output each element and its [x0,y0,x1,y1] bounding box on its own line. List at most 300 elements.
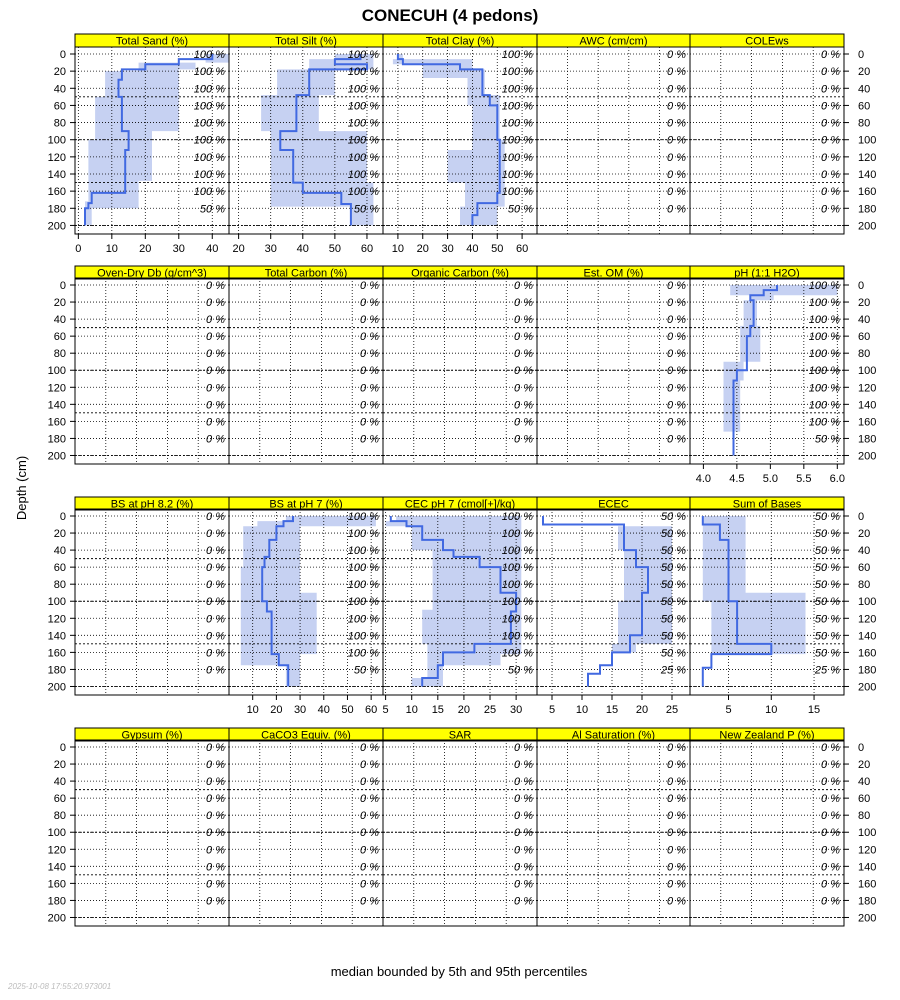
data-coverage-label: 100 % [193,169,225,181]
y-tick-label: 180 [47,203,66,216]
data-coverage-label: 0 % [206,331,225,344]
panel-strip-label: BS at pH 8.2 (%) [110,498,194,511]
data-coverage-label: 50 % [660,511,686,523]
panel-strip-label: Total Carbon (%) [264,267,348,280]
y-tick-label: 40 [858,83,871,96]
panel [229,266,383,464]
data-coverage-label: 0 % [821,878,840,891]
x-tick-label: 20 [635,704,649,716]
data-coverage-label: 100 % [347,511,379,523]
data-coverage-label: 0 % [821,827,840,840]
x-tick-label: 20 [416,243,429,255]
data-coverage-label: 50 % [507,203,533,216]
data-coverage-label: 0 % [821,759,840,772]
data-coverage-label: 0 % [360,433,379,446]
data-coverage-label: 100 % [808,382,840,395]
panel-strip-label: ECEC [598,498,629,511]
x-tick-label: 6.0 [829,473,845,485]
data-coverage-label: 100 % [501,647,533,660]
data-coverage-label: 100 % [193,186,225,199]
panel-strip-label: COLEws [745,35,789,48]
data-coverage-label: 0 % [821,134,840,147]
data-coverage-label: 100 % [808,280,840,292]
data-coverage-label: 0 % [514,365,533,378]
data-coverage-label: 0 % [821,100,840,113]
x-tick-label: 25 [483,704,497,716]
data-coverage-label: 100 % [347,100,379,113]
x-tick-label: 60 [515,243,529,255]
x-tick-label: 0 [75,243,82,255]
panel-strip-label: BS at pH 7 (%) [269,498,343,511]
data-coverage-label: 0 % [667,776,686,789]
data-coverage-label: 100 % [347,545,379,558]
panel [48,728,229,926]
data-coverage-label: 0 % [667,810,686,823]
x-tick-label: 40 [466,243,479,255]
data-coverage-label: 50 % [660,613,686,626]
y-tick-label: 40 [858,545,871,558]
data-coverage-label: 100 % [501,528,533,541]
y-tick-label: 80 [858,810,871,823]
y-tick-label: 80 [53,348,66,361]
y-tick-label: 60 [858,562,871,575]
y-tick-label: 160 [47,878,66,891]
data-coverage-label: 50 % [507,664,533,677]
y-tick-label: 180 [47,664,66,677]
y-tick-label: 140 [858,630,877,643]
panel-strip-label: Est. OM (%) [583,267,644,280]
x-tick-label: 50 [328,243,341,255]
y-tick-label: 60 [53,100,66,113]
panel-strip-label: Gypsum (%) [121,729,183,742]
y-tick-label: 120 [858,613,877,626]
y-tick-label: 60 [53,562,66,575]
panel [537,497,690,716]
x-tick-label: 5.5 [796,473,812,485]
data-coverage-label: 0 % [667,844,686,857]
y-tick-label: 40 [858,776,871,789]
data-coverage-label: 50 % [353,203,379,216]
y-tick-label: 140 [858,169,877,181]
data-coverage-label: 100 % [347,596,379,609]
y-tick-label: 160 [858,416,877,429]
panel-strip-label: Organic Carbon (%) [411,267,509,280]
data-coverage-label: 0 % [667,134,686,147]
data-coverage-label: 0 % [821,151,840,164]
data-coverage-label: 0 % [206,545,225,558]
y-tick-label: 200 [47,912,66,925]
data-coverage-label: 0 % [360,827,379,840]
x-tick-label: 40 [317,704,330,716]
data-coverage-label: 100 % [501,134,533,147]
data-coverage-label: 0 % [206,895,225,908]
data-coverage-label: 0 % [667,759,686,772]
data-coverage-label: 0 % [667,203,686,216]
y-tick-label: 80 [858,117,871,130]
y-tick-label: 140 [47,630,66,643]
data-coverage-label: 0 % [514,382,533,395]
x-tick-label: 30 [441,243,454,255]
data-coverage-label: 0 % [360,742,379,754]
data-coverage-label: 0 % [206,297,225,310]
y-tick-label: 180 [858,433,877,446]
data-coverage-label: 0 % [667,348,686,361]
data-coverage-label: 0 % [514,861,533,874]
y-tick-label: 140 [858,399,877,412]
y-tick-label: 0 [59,742,66,754]
data-coverage-label: 0 % [360,878,379,891]
panel [229,497,383,716]
data-coverage-label: 100 % [501,596,533,609]
data-coverage-label: 50 % [814,579,840,592]
data-coverage-label: 100 % [347,562,379,575]
panel-strip-label: Total Clay (%) [425,35,495,48]
data-coverage-label: 50 % [814,545,840,558]
data-coverage-label: 100 % [501,49,533,61]
y-tick-label: 100 [47,827,66,840]
data-coverage-label: 100 % [808,365,840,378]
data-coverage-label: 100 % [347,49,379,61]
data-coverage-label: 0 % [667,280,686,292]
data-coverage-label: 0 % [514,759,533,772]
panel [537,34,690,234]
data-coverage-label: 100 % [347,579,379,592]
y-tick-label: 0 [59,280,66,292]
data-coverage-label: 100 % [347,647,379,660]
data-coverage-label: 100 % [501,630,533,643]
y-tick-label: 20 [53,66,66,79]
data-coverage-label: 100 % [808,416,840,429]
data-coverage-label: 0 % [206,596,225,609]
data-coverage-label: 0 % [360,348,379,361]
data-coverage-label: 0 % [821,844,840,857]
y-tick-label: 40 [53,83,66,96]
data-coverage-label: 0 % [360,759,379,772]
data-coverage-label: 0 % [667,742,686,754]
panel-strip-label: Oven-Dry Db (g/cm^3) [97,267,207,280]
y-tick-label: 80 [53,810,66,823]
data-coverage-label: 100 % [501,511,533,523]
y-tick-label: 140 [858,861,877,874]
x-tick-label: 25 [665,704,679,716]
data-coverage-label: 100 % [501,66,533,79]
panel-strip-label: AWC (cm/cm) [579,35,648,48]
data-coverage-label: 50 % [660,630,686,643]
x-tick-label: 5 [725,704,732,716]
x-tick-label: 10 [246,704,259,716]
y-tick-label: 120 [858,151,877,164]
data-coverage-label: 0 % [206,280,225,292]
data-coverage-label: 0 % [667,793,686,806]
data-coverage-label: 50 % [814,596,840,609]
data-coverage-label: 100 % [808,399,840,412]
data-coverage-label: 0 % [514,742,533,754]
data-coverage-label: 100 % [347,186,379,199]
data-coverage-label: 0 % [206,433,225,446]
panel-strip-label: SAR [448,729,472,742]
data-coverage-label: 0 % [667,100,686,113]
y-tick-label: 120 [47,613,66,626]
y-tick-label: 20 [53,759,66,772]
data-coverage-label: 0 % [206,579,225,592]
y-tick-label: 180 [858,895,877,908]
data-coverage-label: 0 % [206,664,225,677]
x-tick-label: 15 [605,704,619,716]
data-coverage-label: 0 % [360,297,379,310]
data-coverage-label: 0 % [667,186,686,199]
x-tick-label: 60 [365,704,378,716]
y-tick-label: 20 [858,66,871,79]
data-coverage-label: 100 % [501,186,533,199]
data-coverage-label: 0 % [667,297,686,310]
panel-strip-label: Al Saturation (%) [571,729,656,742]
y-tick-label: 160 [858,186,877,199]
data-coverage-label: 0 % [206,844,225,857]
data-coverage-label: 0 % [821,83,840,96]
panel [537,266,690,464]
panel-strip-label: Sum of Bases [732,498,802,511]
data-coverage-label: 50 % [814,562,840,575]
y-tick-label: 40 [858,314,871,327]
data-coverage-label: 100 % [501,169,533,181]
data-coverage-label: 0 % [360,793,379,806]
panel [48,266,229,464]
y-tick-label: 160 [47,416,66,429]
panel-strip-label: CaCO3 Equiv. (%) [261,729,351,742]
y-tick-label: 80 [858,579,871,592]
data-coverage-label: 50 % [353,664,379,677]
data-coverage-label: 0 % [821,169,840,181]
data-coverage-label: 0 % [667,382,686,395]
data-coverage-label: 0 % [514,314,533,327]
y-tick-label: 160 [47,647,66,660]
data-coverage-label: 0 % [360,844,379,857]
data-coverage-label: 0 % [667,151,686,164]
y-tick-label: 200 [47,450,66,463]
y-tick-label: 160 [858,878,877,891]
x-tick-label: 10 [391,243,405,255]
data-coverage-label: 0 % [360,399,379,412]
x-tick-label: 10 [575,704,589,716]
x-tick-label: 40 [296,243,309,255]
data-coverage-label: 0 % [206,878,225,891]
data-coverage-label: 100 % [347,528,379,541]
panel [690,34,876,234]
x-tick-label: 20 [457,704,471,716]
data-coverage-label: 0 % [514,827,533,840]
y-tick-label: 120 [47,151,66,164]
data-coverage-label: 50 % [814,630,840,643]
data-coverage-label: 0 % [360,365,379,378]
data-coverage-label: 50 % [814,511,840,523]
data-coverage-label: 100 % [347,169,379,181]
x-tick-label: 20 [232,243,245,255]
y-tick-label: 120 [47,844,66,857]
y-tick-label: 0 [858,280,865,292]
data-coverage-label: 0 % [206,511,225,523]
panel-strip-label: CEC pH 7 (cmol[+]/kg) [404,498,516,511]
data-coverage-label: 0 % [667,169,686,181]
y-tick-label: 0 [59,49,66,61]
y-tick-label: 140 [47,399,66,412]
x-tick-label: 10 [405,704,418,716]
x-tick-label: 4.5 [729,473,745,485]
chart-title: CONECUH (4 pedons) [361,6,539,25]
data-coverage-label: 25 % [660,664,686,677]
y-tick-label: 200 [47,681,66,694]
x-tick-label: 15 [807,704,821,716]
x-tick-label: 30 [172,243,185,255]
data-coverage-label: 0 % [514,433,533,446]
data-coverage-label: 0 % [514,331,533,344]
data-coverage-label: 100 % [193,100,225,113]
y-tick-label: 20 [858,297,871,310]
x-tick-label: 30 [293,704,307,716]
data-coverage-label: 100 % [193,66,225,79]
percentile-band [703,516,806,654]
y-tick-label: 200 [858,912,877,925]
data-coverage-label: 0 % [206,382,225,395]
x-tick-label: 30 [264,243,277,255]
y-tick-label: 100 [858,134,877,147]
data-coverage-label: 100 % [193,151,225,164]
data-coverage-label: 0 % [821,186,840,199]
y-tick-label: 60 [858,100,871,113]
data-coverage-label: 0 % [514,844,533,857]
panel-strip-label: Total Silt (%) [275,35,337,48]
data-coverage-label: 100 % [501,117,533,130]
data-coverage-label: 50 % [660,528,686,541]
panel [383,728,537,926]
data-coverage-label: 0 % [206,416,225,429]
data-coverage-label: 0 % [206,314,225,327]
data-coverage-label: 0 % [821,776,840,789]
data-coverage-label: 0 % [206,776,225,789]
data-coverage-label: 0 % [360,776,379,789]
data-coverage-label: 0 % [206,365,225,378]
panel [690,266,876,485]
data-coverage-label: 25 % [814,664,840,677]
y-tick-label: 180 [47,433,66,446]
data-coverage-label: 50 % [814,613,840,626]
data-coverage-label: 0 % [360,416,379,429]
data-coverage-label: 0 % [821,742,840,754]
data-coverage-label: 0 % [514,280,533,292]
data-coverage-label: 100 % [501,545,533,558]
x-tick-label: 40 [206,243,219,255]
panel-strip-label: Total Sand (%) [115,35,189,48]
x-tick-label: 50 [341,704,354,716]
y-tick-label: 200 [858,450,877,463]
data-coverage-label: 100 % [347,151,379,164]
data-coverage-label: 100 % [347,83,379,96]
data-coverage-label: 0 % [514,399,533,412]
panel [383,34,537,255]
panel [690,728,876,926]
x-tick-label: 30 [509,704,523,716]
data-coverage-label: 0 % [667,314,686,327]
data-coverage-label: 0 % [667,895,686,908]
panels-group [48,34,877,926]
data-coverage-label: 0 % [667,827,686,840]
data-coverage-label: 0 % [667,66,686,79]
y-tick-label: 60 [53,793,66,806]
data-coverage-label: 0 % [206,630,225,643]
data-coverage-label: 0 % [667,399,686,412]
data-coverage-label: 0 % [206,861,225,874]
data-coverage-label: 0 % [360,280,379,292]
panel-strip-label: pH (1:1 H2O) [734,267,800,280]
data-coverage-label: 0 % [206,793,225,806]
data-coverage-label: 100 % [501,83,533,96]
y-tick-label: 140 [47,169,66,181]
data-coverage-label: 0 % [667,365,686,378]
y-tick-label: 0 [858,49,865,61]
y-tick-label: 200 [858,681,877,694]
data-coverage-label: 100 % [501,579,533,592]
data-coverage-label: 0 % [514,416,533,429]
y-tick-label: 140 [47,861,66,874]
x-tick-label: 15 [431,704,444,716]
data-coverage-label: 0 % [360,382,379,395]
data-coverage-label: 50 % [660,596,686,609]
data-coverage-label: 100 % [193,49,225,61]
y-tick-label: 80 [53,117,66,130]
x-tick-label: 20 [139,243,152,255]
y-tick-label: 40 [53,314,66,327]
y-tick-label: 120 [47,382,66,395]
data-coverage-label: 0 % [514,297,533,310]
data-coverage-label: 0 % [821,49,840,61]
data-coverage-label: 0 % [206,528,225,541]
data-coverage-label: 0 % [514,793,533,806]
data-coverage-label: 100 % [193,134,225,147]
y-tick-label: 60 [858,793,871,806]
data-coverage-label: 0 % [360,895,379,908]
data-coverage-label: 0 % [514,348,533,361]
data-coverage-label: 0 % [667,416,686,429]
x-tick-label: 50 [491,243,504,255]
y-tick-label: 180 [47,895,66,908]
panel-strip-label: New Zealand P (%) [719,729,815,742]
y-tick-label: 80 [858,348,871,361]
y-tick-label: 0 [858,511,865,523]
data-coverage-label: 0 % [360,861,379,874]
y-tick-label: 120 [858,844,877,857]
y-tick-label: 100 [47,365,66,378]
data-coverage-label: 0 % [206,647,225,660]
timestamp-label: 2025-10-08 17:55:20.973001 [8,982,112,991]
data-coverage-label: 0 % [821,895,840,908]
panel [383,497,537,716]
x-tick-label: 10 [105,243,118,255]
data-coverage-label: 0 % [206,742,225,754]
data-coverage-label: 50 % [660,647,686,660]
data-coverage-label: 100 % [347,134,379,147]
x-tick-label: 10 [765,704,778,716]
data-coverage-label: 50 % [660,579,686,592]
x-tick-label: 5 [382,704,389,716]
x-tick-label: 5 [548,704,556,716]
data-coverage-label: 100 % [808,348,840,361]
data-coverage-label: 0 % [206,827,225,840]
y-axis-label: Depth (cm) [14,455,29,521]
data-coverage-label: 0 % [821,66,840,79]
data-coverage-label: 50 % [660,545,686,558]
panel [48,34,229,255]
y-tick-label: 180 [858,203,877,216]
data-coverage-label: 50 % [199,203,225,216]
